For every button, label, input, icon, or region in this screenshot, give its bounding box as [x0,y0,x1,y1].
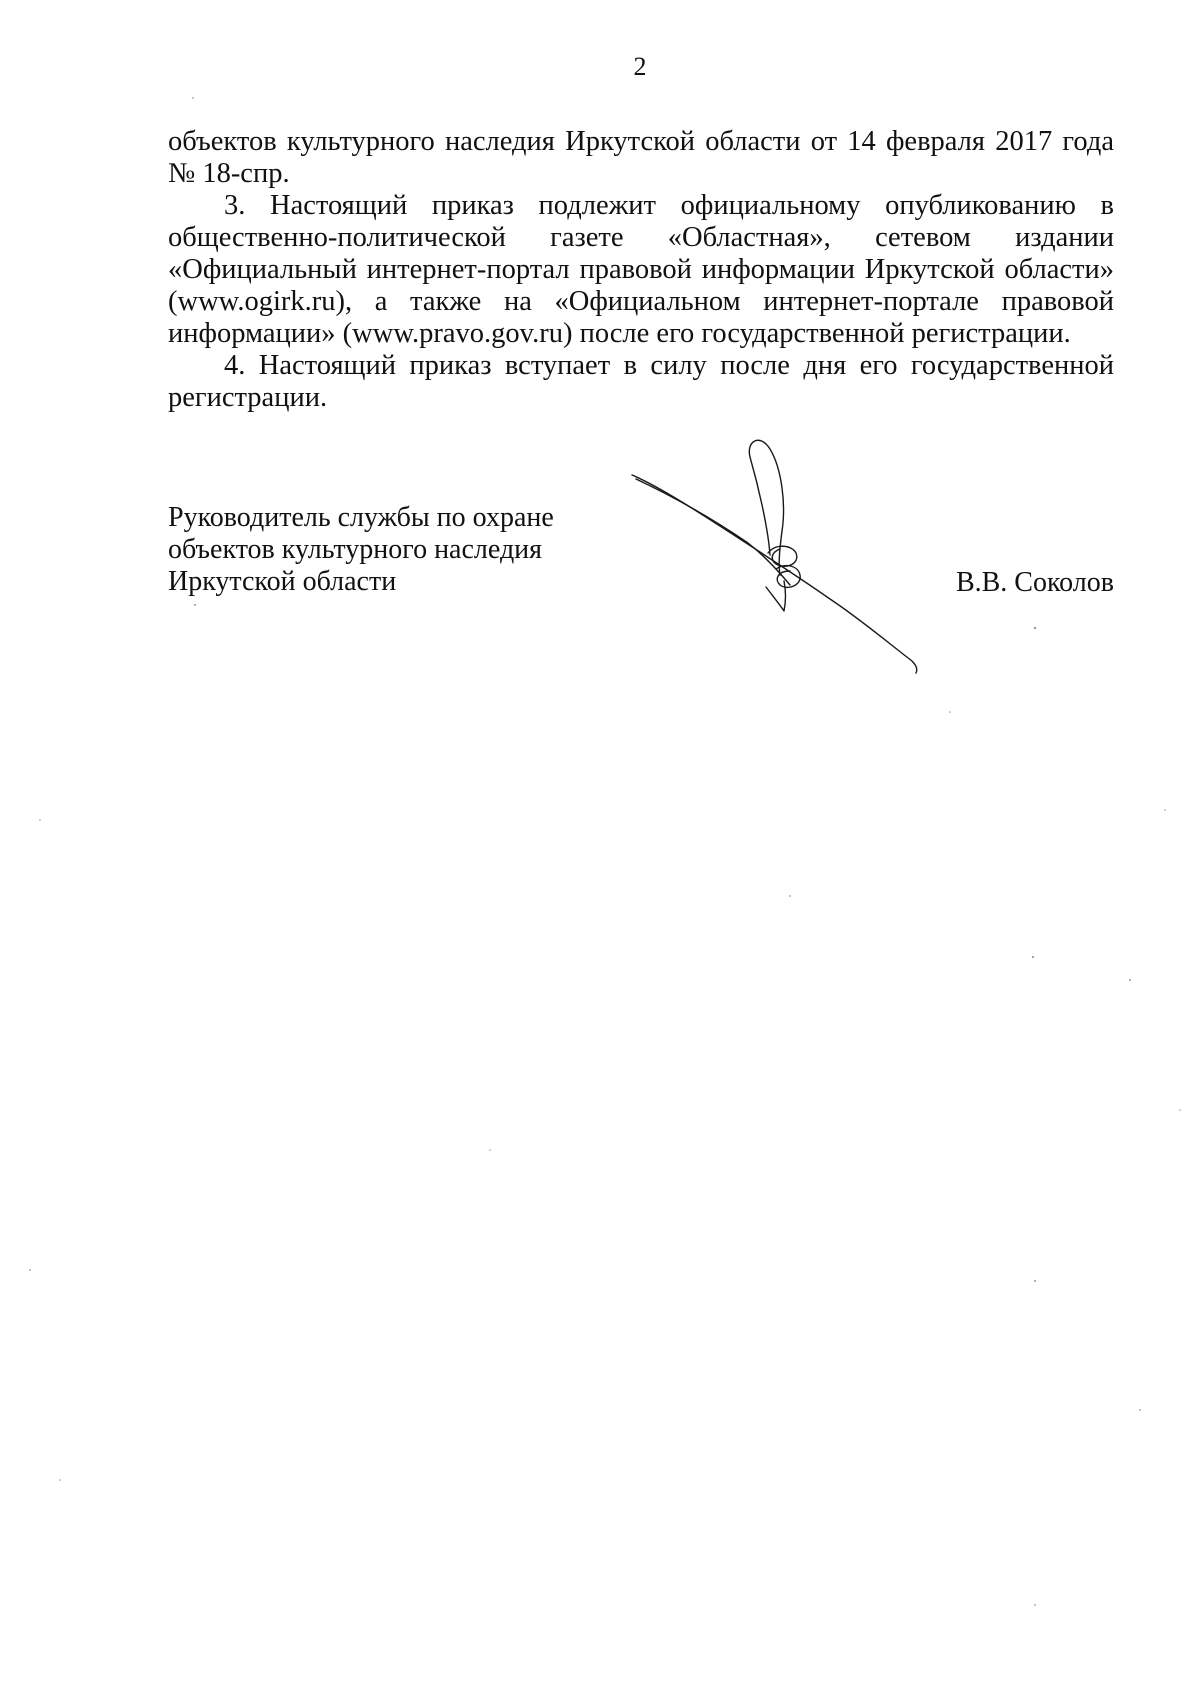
body-paragraph-effective-date: 4. Настоящий приказ вступает в силу после дня его государственной регистрации. [168,350,1114,413]
page-number: 2 [633,52,647,81]
signatory-position [168,502,554,598]
position-line: Руководитель службы по охране [168,502,554,533]
body-paragraph-publication: 3. Настоящий приказ подлежит официальному опубликованию в общественно-политической газете «Областная», сетевом издании «Официальный интернет-портал правовой информации Иркутской области» (www.ogirk.ru), а также на «Официальном интернет-портале правовой информации» (www.pravo.gov.ru) после его государственной регистрации. [168,190,1114,349]
signer-name: В.В. Соколов [955,567,1114,598]
body-paragraph-continuation: объектов культурного наследия Иркутской области от 14 февраля 2017 года № 18-спр. [168,126,1114,189]
position-line: Иркутской области [168,566,397,597]
document-body [168,126,1114,414]
handwritten-signature [620,435,930,695]
position-line: объектов культурного наследия [168,534,543,565]
